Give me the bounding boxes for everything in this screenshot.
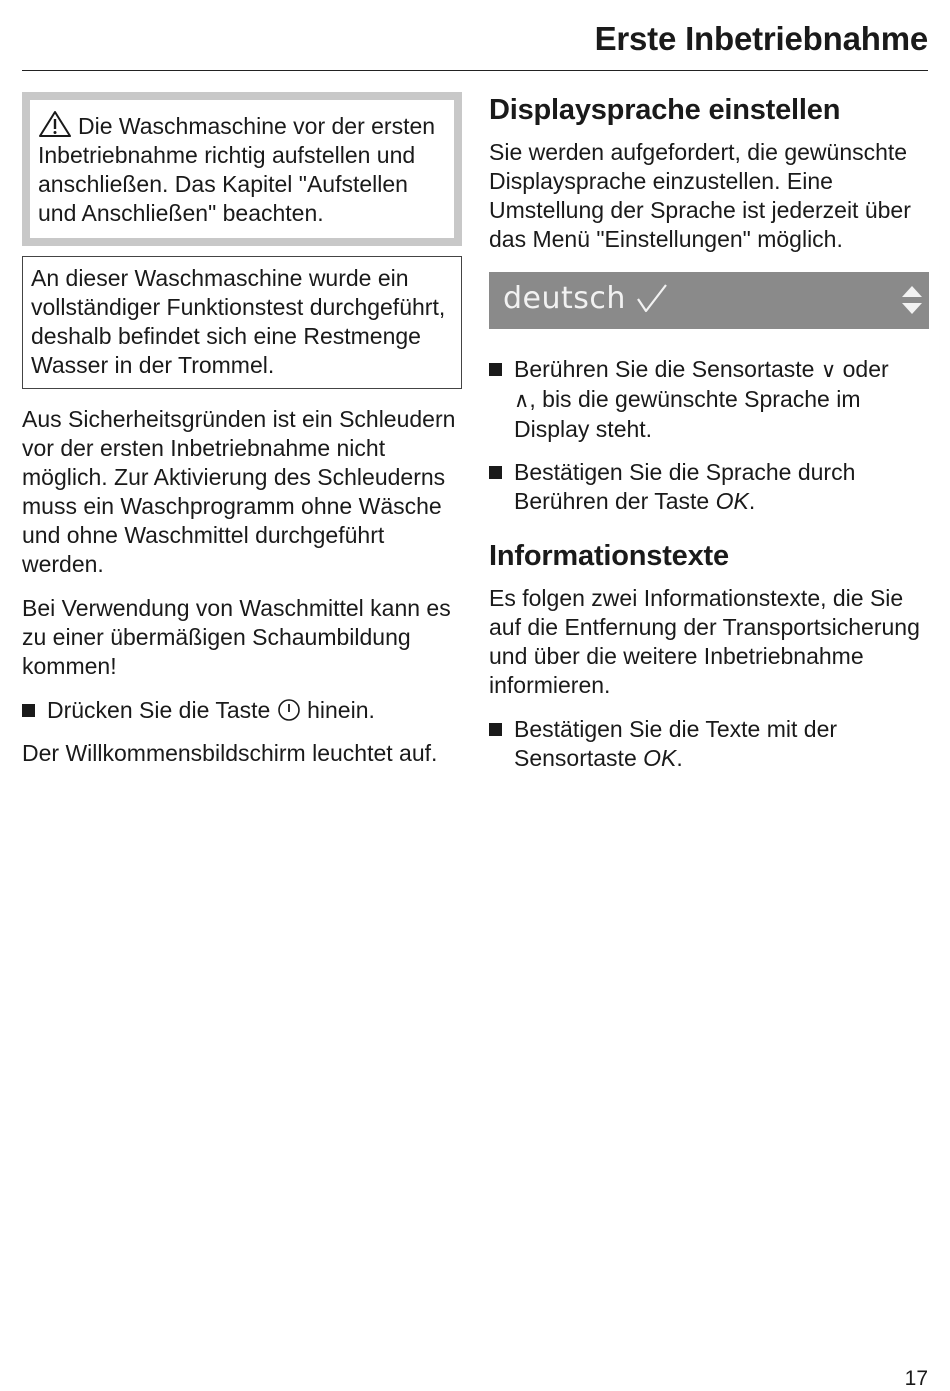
check-icon [635,282,669,314]
display-language-text: deutsch [503,281,626,316]
page-header [22,0,928,71]
warning-triangle-icon [38,110,72,138]
section-heading-info: Informationstexte [489,540,729,572]
bullet-square-icon [489,723,502,736]
sensor-text-2: oder [842,356,889,382]
confirm-language-end: . [748,488,756,514]
info-text: An dieser Waschmaschine wurde ein vollständiger Funktionstest durchgeführt, deshalb befindet sich eine Restmenge Wasser in der Trommel. [31,265,446,378]
safety-paragraph: Aus Sicherheitsgründen ist ein Schleudern vor der ersten Inbetriebnahme nicht möglich. Zur Aktivierung des Schleuderns muss ein Waschprogramm ohne Wäsche und ohne Waschmittel durchgeführt werden. [22,406,456,577]
bullet-text-after: hinein. [307,697,375,723]
bullet-text-before: Drücken Sie die Taste [47,697,271,723]
welcome-paragraph: Der Willkommensbildschirm leuchtet auf. [22,740,438,766]
info-box [22,256,462,389]
sensor-bullet [489,355,929,444]
warning-box [22,92,462,246]
right-column [489,92,929,787]
sensor-text-1: Berühren Sie die Sensortaste [514,356,815,382]
power-icon [277,698,301,722]
section-heading-language: Displaysprache einstellen [489,94,841,126]
bullet-square-icon [489,466,502,479]
page-number: 17 [904,1367,928,1390]
foam-warning-paragraph: Bei Verwendung von Waschmittel kann es zu einer übermäßigen Schaumbildung kommen! [22,595,451,679]
chevron-up-icon: ∧ [514,388,530,412]
page-title: Erste Inbetriebnahme [594,20,928,57]
language-intro: Sie werden aufgefordert, die gewünschte Displaysprache einzustellen. Eine Umstellung der Sprache ist jederzeit über das Menü "Einstellungen" möglich. [489,139,911,252]
ok-key-label: OK [715,488,749,514]
confirm-language-text: Bestätigen Sie die Sprache durch Berühren der Taste [514,459,856,514]
left-column [22,92,462,783]
confirm-language-bullet [489,458,929,516]
confirm-texts-end: . [676,745,683,771]
sensor-text-3: , bis die gewünschte Sprache im Display steht. [514,386,861,442]
power-bullet [22,696,462,725]
confirm-texts-text: Bestätigen Sie die Texte mit der Sensortaste [514,716,838,771]
info-intro: Es folgen zwei Informationstexte, die Sie auf die Entfernung der Transportsicherung und über die weitere Inbetriebnahme informieren. [489,585,920,698]
bullet-square-icon [22,704,35,717]
display-preview [489,272,929,329]
up-down-arrows-icon [901,285,923,315]
warning-text: Die Waschmaschine vor der ersten Inbetriebnahme richtig aufstellen und anschließen. Das Kapitel "Aufstellen und Anschließen" beachten. [38,113,436,226]
chevron-down-icon: ∨ [820,358,837,382]
bullet-square-icon [489,363,502,376]
confirm-texts-bullet [489,715,929,773]
ok-key-label: OK [643,745,677,771]
